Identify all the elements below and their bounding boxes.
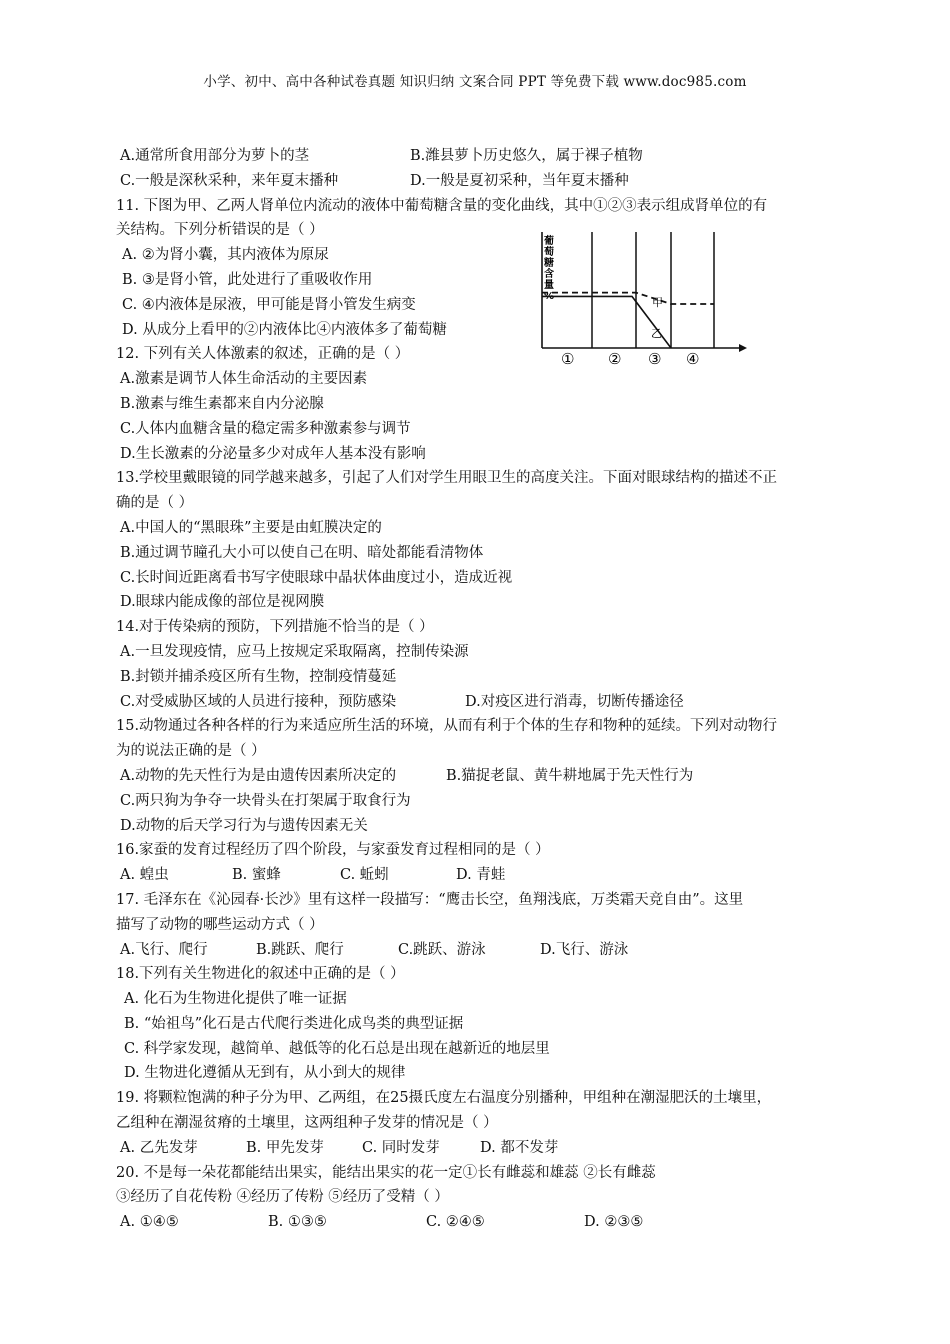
q13-stem-line-2: 确的是（ ） [116, 495, 194, 512]
q16-stem: 16.家蚕的发育过程经历了四个阶段，与家蚕发育过程相同的是（ ） [116, 842, 550, 859]
q17-options-row [118, 938, 863, 963]
category-1: ① [561, 350, 575, 368]
y-label-char: % [544, 291, 555, 302]
q15-option-d: D.动物的后天学习行为与遗传因素无关 [120, 817, 368, 834]
q14-option-d: D.对疫区进行消毒，切断传播途径 [465, 693, 684, 710]
q20-options-row [118, 1210, 863, 1235]
q17-option-d: D.飞行、游泳 [540, 941, 629, 958]
q20-option-c: C. ②④⑤ [426, 1214, 485, 1231]
q18-option-b: B. “始祖鸟”化石是古代爬行类进化成鸟类的典型证据 [124, 1015, 464, 1032]
q14-options-row [118, 690, 863, 715]
q10-option-a: A.通常所食用部分为萝卜的茎 [120, 148, 310, 164]
q15-option-b: B.猫捉老鼠、黄牛耕地属于先天性行为 [446, 767, 694, 784]
q10-option-d: D.一般是夏初采种，当年夏末播种 [410, 172, 629, 189]
q13-stem-line-1: 13.学校里戴眼镜的同学越来越多，引起了人们对学生用眼卫生的高度关注。下面对眼球结构的描述不正 [116, 470, 778, 487]
q13-option-c: C.长时间近距离看书写字使眼球中晶状体曲度过小，造成近视 [120, 569, 513, 586]
q11-option-a: A. ②为肾小囊，其内液体为原尿 [122, 247, 329, 264]
q19-options-row [118, 1136, 863, 1161]
q12-option-a: A.激素是调节人体生命活动的主要因素 [120, 371, 368, 388]
q20-option-d: D. ②③⑤ [584, 1214, 644, 1231]
q14-option-b: B.封锁并捕杀疫区所有生物，控制疫情蔓延 [120, 668, 397, 685]
question-list [118, 144, 863, 1235]
q15-options-row [118, 764, 863, 789]
q10-option-c: C.一般是深秋采种，来年夏末播种 [120, 172, 339, 189]
category-4: ④ [686, 350, 700, 368]
q19-stem-line-2: 乙组种在潮湿贫瘠的土壤里，这两组种子发芽的情况是（ ） [116, 1115, 498, 1132]
glucose-chart [534, 226, 749, 368]
q15-option-a: A.动物的先天性行为是由遗传因素所决定的 [120, 767, 397, 784]
q17-option-c: C.跳跃、游泳 [398, 941, 486, 958]
y-label-char: 量 [544, 280, 554, 291]
q20-option-a: A. ①④⑤ [120, 1214, 179, 1231]
q17-option-a: A.飞行、爬行 [120, 941, 208, 958]
q14-stem: 14.对于传染病的预防，下列措施不恰当的是（ ） [116, 619, 434, 636]
q15-stem-line-2: 为的说法正确的是（ ） [116, 743, 266, 760]
q11-option-c: C. ④内液体是尿液，甲可能是肾小管发生病变 [122, 296, 416, 313]
y-label-char: 含 [544, 269, 554, 280]
q11-stem-line-1: 11. 下图为甲、乙两人肾单位内流动的液体中葡萄糖含量的变化曲线，其中①②③表示组成肾单位的有 [116, 197, 768, 214]
category-3: ③ [648, 350, 662, 368]
q19-option-b: B. 甲先发芽 [246, 1139, 324, 1156]
q12-option-d: D.生长激素的分泌量多少对成年人基本没有影响 [120, 445, 426, 462]
label-yi: 乙 [651, 327, 662, 340]
q10-options-row-1 [118, 144, 863, 169]
q13-option-a: A.中国人的“黑眼珠”主要是由虹膜决定的 [120, 519, 382, 536]
glucose-chart-svg [534, 226, 749, 368]
q19-option-c: C. 同时发芽 [362, 1139, 440, 1156]
q14-option-c: C.对受威胁区域的人员进行接种，预防感染 [120, 693, 397, 710]
series-jia-line [542, 293, 714, 304]
q15-option-c: C.两只狗为争夺一块骨头在打架属于取食行为 [120, 792, 411, 809]
q17-stem-line-2: 描写了动物的哪些运动方式（ ） [116, 916, 324, 933]
q18-stem: 18.下列有关生物进化的叙述中正确的是（ ） [116, 966, 405, 983]
q16-option-c: C. 蚯蚓 [340, 867, 389, 884]
q12-option-b: B.激素与维生素都来自内分泌腺 [120, 395, 324, 412]
q13-option-d: D.眼球内能成像的部位是视网膜 [120, 594, 325, 611]
x-axis-arrow [739, 344, 747, 352]
y-label-char: 葡 [544, 236, 554, 247]
q16-option-b: B. 蜜蜂 [232, 867, 281, 884]
label-jia: 甲 [652, 296, 663, 309]
q12-stem: 12. 下列有关人体激素的叙述，正确的是（ ） [116, 346, 410, 363]
q15-stem-line-1: 15.动物通过各种各样的行为来适应所生活的环境，从而有利于个体的生存和物种的延续。下列对动物行 [116, 718, 778, 735]
q20-stem-line-2: ③经历了自花传粉 ④经历了传粉 ⑤经历了受精（ ） [116, 1189, 449, 1206]
q11-option-b: B. ③是肾小管，此处进行了重吸收作用 [122, 271, 373, 288]
q11-option-d: D. 从成分上看甲的②内液体比④内液体多了葡萄糖 [122, 321, 447, 338]
q19-option-a: A. 乙先发芽 [120, 1139, 198, 1156]
q20-option-b: B. ①③⑤ [268, 1214, 327, 1231]
q18-option-a: A. 化石为生物进化提供了唯一证据 [124, 991, 347, 1008]
q16-option-d: D. 青蛙 [456, 867, 506, 884]
q19-stem-line-1: 19. 将颗粒饱满的种子分为甲、乙两组，在25摄氏度左右温度分别播种，甲组种在潮湿肥沃的土壤里， [116, 1090, 772, 1107]
q10-options-row-2 [118, 169, 863, 194]
q19-option-d: D. 都不发芽 [480, 1139, 559, 1156]
q12-option-c: C.人体内血糖含量的稳定需多种激素参与调节 [120, 420, 411, 437]
category-2: ② [608, 350, 622, 368]
q13-option-b: B.通过调节瞳孔大小可以使自己在明、暗处都能看清物体 [120, 544, 484, 561]
y-label-char: 萄 [544, 247, 554, 258]
q14-option-a: A.一旦发现疫情，应马上按规定采取隔离，控制传染源 [120, 643, 469, 660]
q16-options-row [118, 863, 863, 888]
q18-option-c: C. 科学家发现，越简单、越低等的化石总是出现在越新近的地层里 [124, 1040, 550, 1057]
q17-stem-line-1: 17. 毛泽东在《沁园春·长沙》里有这样一段描写：“鹰击长空，鱼翔浅底，万类霜天竞自由”。这里 [116, 891, 744, 908]
q16-option-a: A. 蝗虫 [120, 867, 169, 884]
q11-stem-line-2: 关结构。下列分析错误的是（ ） [116, 222, 324, 239]
q18-option-d: D. 生物进化遵循从无到有，从小到大的规律 [124, 1065, 406, 1082]
q20-stem-line-1: 20. 不是每一朵花都能结出果实，能结出果实的花一定①长有雌蕊和雄蕊 ②长有雌蕊 [116, 1164, 656, 1181]
y-label-char: 糖 [544, 258, 554, 269]
q10-option-b: B.潍县萝卜历史悠久，属于裸子植物 [410, 148, 643, 164]
page-header: 小学、初中、高中各种试卷真题 知识归纳 文案合同 PPT 等免费下载 www.doc985.com [203, 74, 747, 90]
q17-option-b: B.跳跃、爬行 [256, 941, 344, 958]
